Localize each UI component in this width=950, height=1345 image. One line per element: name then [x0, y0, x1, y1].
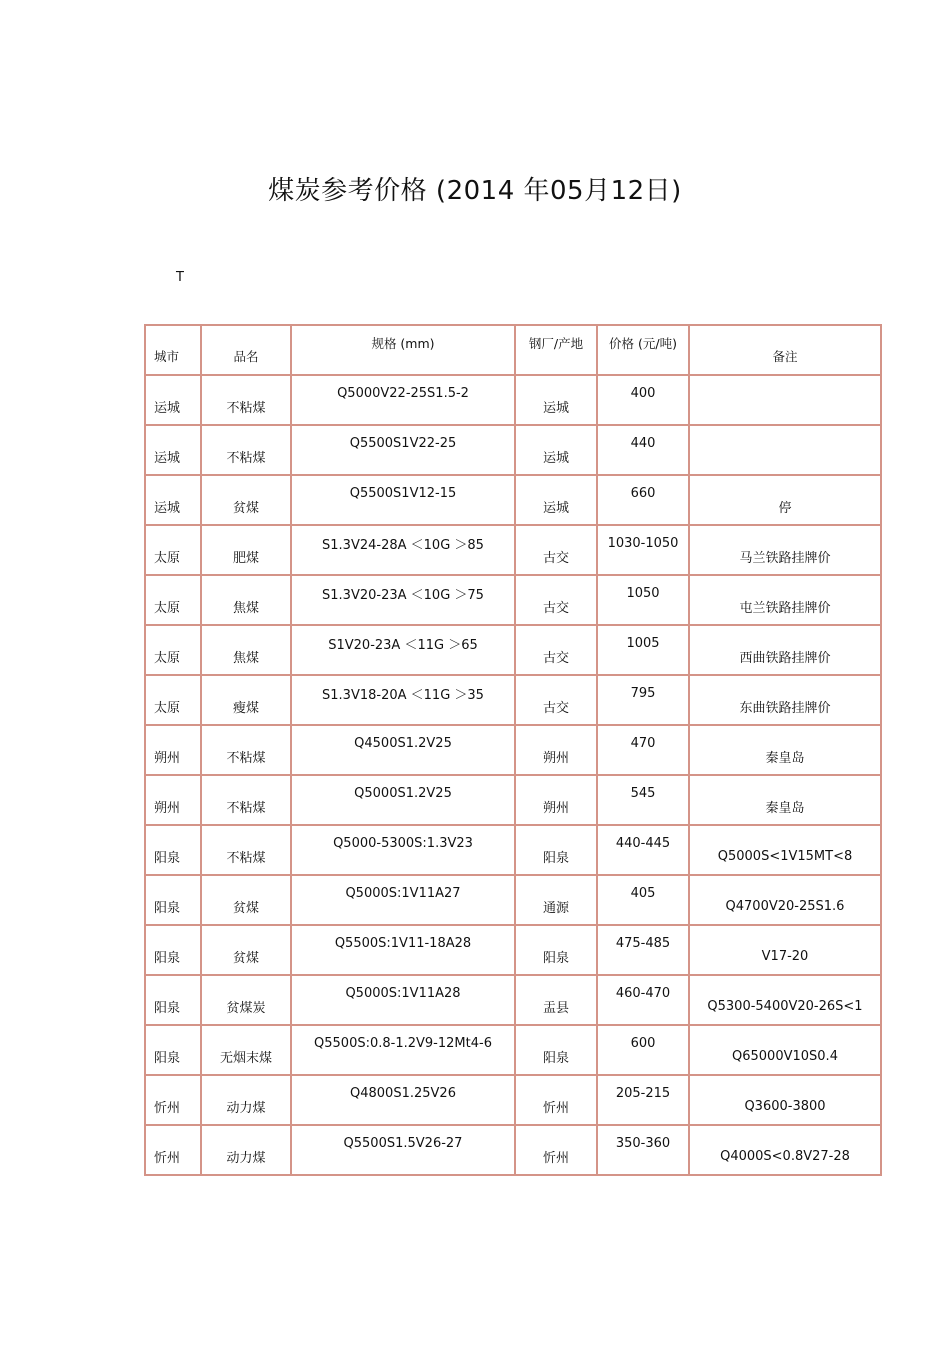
cell-city: 运城 — [145, 475, 201, 525]
cell-note — [689, 375, 881, 425]
cell-name: 瘦煤 — [201, 675, 291, 725]
header-city: 城市 — [145, 325, 201, 375]
cell-note: 屯兰铁路挂牌价 — [689, 575, 881, 625]
cell-name: 无烟末煤 — [201, 1025, 291, 1075]
cell-origin: 通源 — [515, 875, 597, 925]
cell-note: 东曲铁路挂牌价 — [689, 675, 881, 725]
header-spec: 规格 (mm) — [291, 325, 515, 375]
cell-origin: 阳泉 — [515, 925, 597, 975]
cell-name: 贫煤 — [201, 475, 291, 525]
table-row — [145, 725, 881, 775]
cell-origin: 古交 — [515, 625, 597, 675]
cell-spec: S1V20-23A ＜11G ＞65 — [291, 625, 515, 675]
cell-city: 太原 — [145, 625, 201, 675]
cell-city: 太原 — [145, 675, 201, 725]
cell-note: Q5300-5400V20-26S<1 — [689, 975, 881, 1025]
cell-origin: 忻州 — [515, 1125, 597, 1175]
cell-price: 600 — [597, 1025, 689, 1075]
table-row — [145, 525, 881, 575]
cell-price: 440 — [597, 425, 689, 475]
header-note: 备注 — [689, 325, 881, 375]
cell-origin: 阳泉 — [515, 825, 597, 875]
cell-spec: Q5500S:0.8-1.2V9-12Mt4-6 — [291, 1025, 515, 1075]
cell-spec: Q5000S:1V11A28 — [291, 975, 515, 1025]
cell-origin: 古交 — [515, 675, 597, 725]
cell-name: 肥煤 — [201, 525, 291, 575]
cell-price: 205-215 — [597, 1075, 689, 1125]
cell-origin: 运城 — [515, 475, 597, 525]
cell-spec: S1.3V18-20A ＜11G ＞35 — [291, 675, 515, 725]
cell-price: 405 — [597, 875, 689, 925]
table-row — [145, 575, 881, 625]
cell-city: 阳泉 — [145, 975, 201, 1025]
cell-spec: Q5000V22-25S1.5-2 — [291, 375, 515, 425]
cell-city: 运城 — [145, 425, 201, 475]
cell-note: V17-20 — [689, 925, 881, 975]
cell-origin: 阳泉 — [515, 1025, 597, 1075]
cell-name: 不粘煤 — [201, 775, 291, 825]
table-header-row — [145, 325, 881, 375]
table-row — [145, 1025, 881, 1075]
table-row — [145, 625, 881, 675]
cell-city: 太原 — [145, 525, 201, 575]
cell-price: 475-485 — [597, 925, 689, 975]
cell-note: Q5000S<1V15MT<8 — [689, 825, 881, 875]
header-origin: 钢厂/产地 — [515, 325, 597, 375]
cell-note: Q65000V10S0.4 — [689, 1025, 881, 1075]
cell-city: 运城 — [145, 375, 201, 425]
margin-mark: T — [176, 270, 184, 285]
cell-city: 忻州 — [145, 1075, 201, 1125]
cell-name: 不粘煤 — [201, 425, 291, 475]
page-title: 煤炭参考价格 (2014 年05月12日) — [268, 176, 682, 206]
cell-price: 1050 — [597, 575, 689, 625]
cell-spec: Q5500S1V12-15 — [291, 475, 515, 525]
table-row — [145, 1075, 881, 1125]
table-row — [145, 1125, 881, 1175]
coal-price-table — [144, 324, 882, 1176]
cell-origin: 盂县 — [515, 975, 597, 1025]
cell-name: 不粘煤 — [201, 725, 291, 775]
cell-price: 400 — [597, 375, 689, 425]
table-body — [145, 375, 881, 1175]
cell-origin: 运城 — [515, 375, 597, 425]
cell-name: 动力煤 — [201, 1075, 291, 1125]
cell-spec: S1.3V20-23A ＜10G ＞75 — [291, 575, 515, 625]
cell-name: 贫煤 — [201, 925, 291, 975]
cell-price: 440-445 — [597, 825, 689, 875]
cell-note: 秦皇岛 — [689, 775, 881, 825]
cell-note: Q4700V20-25S1.6 — [689, 875, 881, 925]
cell-city: 朔州 — [145, 725, 201, 775]
cell-note: Q4000S<0.8V27-28 — [689, 1125, 881, 1175]
cell-spec: Q5500S1.5V26-27 — [291, 1125, 515, 1175]
cell-name: 动力煤 — [201, 1125, 291, 1175]
cell-name: 不粘煤 — [201, 375, 291, 425]
cell-note: 停 — [689, 475, 881, 525]
cell-city: 忻州 — [145, 1125, 201, 1175]
cell-name: 焦煤 — [201, 575, 291, 625]
table-row — [145, 775, 881, 825]
cell-origin: 运城 — [515, 425, 597, 475]
cell-city: 阳泉 — [145, 875, 201, 925]
cell-origin: 古交 — [515, 525, 597, 575]
table-row — [145, 675, 881, 725]
cell-name: 焦煤 — [201, 625, 291, 675]
cell-city: 阳泉 — [145, 1025, 201, 1075]
cell-origin: 朔州 — [515, 725, 597, 775]
cell-city: 阳泉 — [145, 825, 201, 875]
cell-origin: 忻州 — [515, 1075, 597, 1125]
cell-spec: Q5000S:1V11A27 — [291, 875, 515, 925]
cell-name: 贫煤炭 — [201, 975, 291, 1025]
cell-spec: Q4800S1.25V26 — [291, 1075, 515, 1125]
cell-note: 西曲铁路挂牌价 — [689, 625, 881, 675]
cell-spec: Q4500S1.2V25 — [291, 725, 515, 775]
cell-spec: Q5500S:1V11-18A28 — [291, 925, 515, 975]
cell-spec: S1.3V24-28A ＜10G ＞85 — [291, 525, 515, 575]
table-row — [145, 925, 881, 975]
cell-price: 350-360 — [597, 1125, 689, 1175]
cell-name: 不粘煤 — [201, 825, 291, 875]
cell-price: 470 — [597, 725, 689, 775]
cell-price: 545 — [597, 775, 689, 825]
table-row — [145, 475, 881, 525]
table-row — [145, 875, 881, 925]
table-row — [145, 825, 881, 875]
table-row — [145, 425, 881, 475]
header-name: 品名 — [201, 325, 291, 375]
cell-origin: 朔州 — [515, 775, 597, 825]
cell-city: 阳泉 — [145, 925, 201, 975]
cell-price: 1030-1050 — [597, 525, 689, 575]
cell-note: 马兰铁路挂牌价 — [689, 525, 881, 575]
cell-price: 660 — [597, 475, 689, 525]
table-row — [145, 975, 881, 1025]
cell-spec: Q5500S1V22-25 — [291, 425, 515, 475]
cell-note: Q3600-3800 — [689, 1075, 881, 1125]
cell-price: 1005 — [597, 625, 689, 675]
cell-spec: Q5000-5300S:1.3V23 — [291, 825, 515, 875]
cell-price: 460-470 — [597, 975, 689, 1025]
cell-name: 贫煤 — [201, 875, 291, 925]
table-row — [145, 375, 881, 425]
cell-note — [689, 425, 881, 475]
cell-origin: 古交 — [515, 575, 597, 625]
cell-city: 朔州 — [145, 775, 201, 825]
cell-city: 太原 — [145, 575, 201, 625]
header-price: 价格 (元/吨) — [597, 325, 689, 375]
cell-spec: Q5000S1.2V25 — [291, 775, 515, 825]
cell-note: 秦皇岛 — [689, 725, 881, 775]
cell-price: 795 — [597, 675, 689, 725]
